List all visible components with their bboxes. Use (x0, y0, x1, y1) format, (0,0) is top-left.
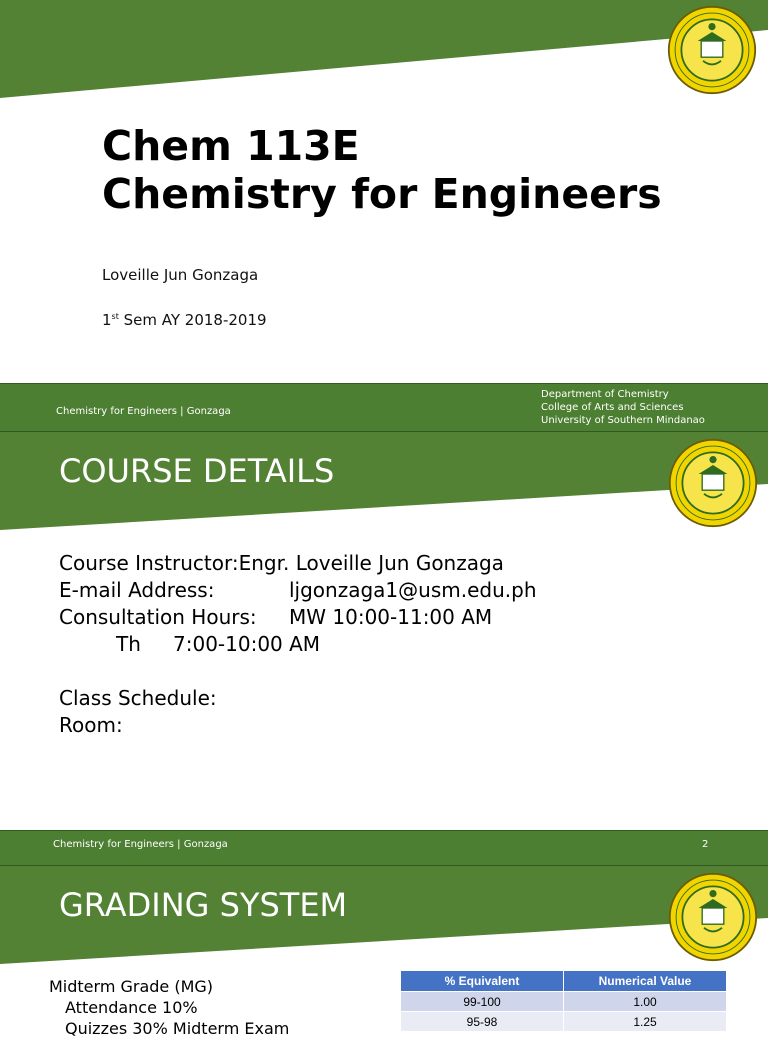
course-details-slide (0, 432, 768, 832)
header-band (0, 0, 768, 100)
presenter-name: Loveille Jun Gonzaga (102, 266, 259, 284)
table-cell: 1.00 (564, 992, 727, 1012)
section-title: COURSE DETAILS (59, 452, 335, 490)
grade-equivalent-table (400, 970, 727, 1032)
grading-slide (0, 866, 768, 1038)
instructor-value: Engr. Loveille Jun Gonzaga (238, 551, 504, 575)
university-seal-icon (668, 872, 758, 962)
university-seal-icon (668, 438, 758, 528)
schedule-label: Class Schedule: (59, 686, 217, 710)
column-header: % Equivalent (401, 971, 564, 992)
column-header: Numerical Value (564, 971, 727, 992)
footer-course-label: Chemistry for Engineers | Gonzaga (56, 406, 231, 417)
table-row (401, 1012, 727, 1032)
table-cell: 99-100 (401, 992, 564, 1012)
course-name: Chemistry for Engineers (102, 170, 662, 218)
email-row (59, 577, 537, 604)
instructor-row (59, 550, 537, 577)
email-value: ljgonzaga1@usm.edu.ph (289, 578, 537, 602)
grade-components (49, 976, 289, 1039)
table-row (401, 992, 727, 1012)
schedule-row (59, 685, 537, 712)
midterm-heading: Midterm Grade (MG) (49, 977, 214, 996)
room-row (59, 712, 537, 739)
semester-year: Sem AY 2018-2019 (118, 311, 267, 329)
college-line: College of Arts and Sciences (541, 402, 684, 413)
deck-title (102, 122, 662, 218)
course-details-list (59, 550, 537, 739)
consultation-row-2 (59, 631, 537, 658)
slide-footer (0, 383, 768, 432)
table-cell: 1.25 (564, 1012, 727, 1032)
university-seal-icon (667, 5, 757, 95)
room-label: Room: (59, 713, 123, 737)
table-cell: 95-98 (401, 1012, 564, 1032)
university-line: University of Southern Mindanao (541, 415, 705, 426)
semester-ordinal: st (111, 312, 119, 321)
email-label: E-mail Address: (59, 578, 215, 602)
title-slide (0, 0, 768, 384)
instructor-label: Course Instructor: (59, 551, 239, 575)
section-title: GRADING SYSTEM (59, 886, 348, 924)
consultation-label: Consultation Hours: (59, 605, 257, 629)
footer-department (541, 388, 705, 427)
semester-label (102, 311, 267, 329)
slide-footer (0, 830, 768, 866)
consultation-day: Th (116, 632, 141, 656)
consultation-value: MW 10:00-11:00 AM (289, 605, 493, 629)
attendance-item: Attendance 10% (65, 998, 198, 1017)
department-line: Department of Chemistry (541, 389, 669, 400)
course-code: Chem 113E (102, 122, 360, 170)
quizzes-item: Quizzes 30% Midterm Exam (65, 1019, 290, 1038)
page-number: 2 (702, 839, 709, 850)
consultation-row (59, 604, 537, 631)
semester-number: 1 (102, 311, 112, 329)
footer-course-label: Chemistry for Engineers | Gonzaga (53, 839, 228, 850)
consultation-time: 7:00-10:00 AM (173, 632, 321, 656)
